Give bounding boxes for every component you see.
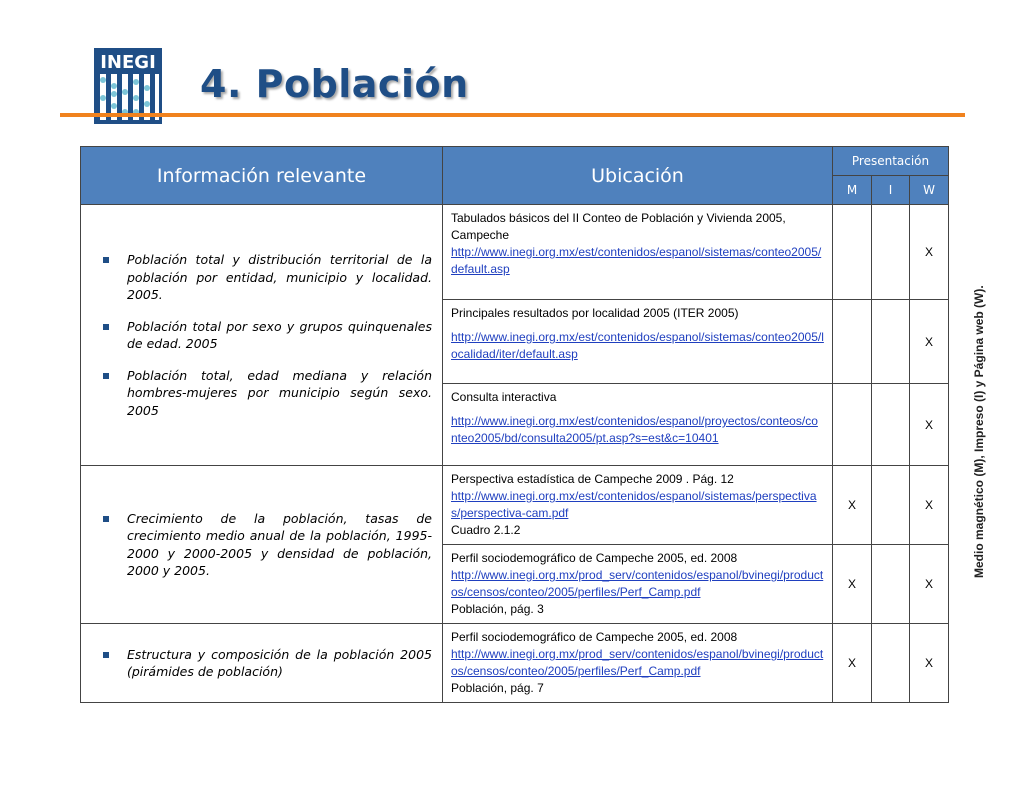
source-link[interactable]: http://www.inegi.org.mx/est/contenidos/espanol/proyectos/conteos/conteo2005/bd/consulta2005/pt.asp?s=est&c=10401 [451, 414, 818, 445]
source-title: Principales resultados por localidad 2005 (ITER 2005) [451, 306, 739, 320]
mark-i [872, 300, 910, 384]
source-link[interactable]: http://www.inegi.org.mx/est/contenidos/espanol/sistemas/conteo2005/default.asp [451, 245, 822, 276]
list-item: Población total, edad mediana y relación hombres-mujeres por municipio según sexo. 2005 [127, 367, 432, 420]
info-cell [81, 466, 443, 624]
location-cell [443, 384, 833, 466]
location-cell [443, 205, 833, 300]
source-note: Población, pág. 3 [451, 602, 544, 616]
list-item: Población total y distribución territorial de la población por entidad, municipio y localidad. 2005. [127, 251, 432, 304]
header-ubicacion: Ubicación [443, 147, 833, 205]
mark-w: X [910, 466, 949, 545]
source-note: Cuadro 2.1.2 [451, 523, 521, 537]
table-row [81, 466, 949, 545]
title-underline [60, 113, 965, 117]
mark-m [833, 300, 872, 384]
bullet-icon [103, 373, 109, 379]
bullet-icon [103, 652, 109, 658]
info-cell [81, 205, 443, 466]
list-item: Crecimiento de la población, tasas de crecimiento medio anual de la población, 1995-2000 y 2000-2005 y densidad de población, 2000 y 2005. [127, 510, 432, 580]
mark-w: X [910, 384, 949, 466]
source-link[interactable]: http://www.inegi.org.mx/prod_serv/contenidos/espanol/bvinegi/productos/censos/conteo/2005/perfiles/Perf_Camp.pdf [451, 568, 824, 599]
mark-w: X [910, 300, 949, 384]
source-link[interactable]: http://www.inegi.org.mx/est/contenidos/espanol/sistemas/perspectivas/perspectiva-cam.pdf [451, 489, 817, 520]
location-cell [443, 466, 833, 545]
header-i: I [872, 176, 910, 205]
mark-w: X [910, 205, 949, 300]
mark-w: X [910, 624, 949, 703]
mark-i [872, 205, 910, 300]
mark-m: X [833, 624, 872, 703]
header-info: Información relevante [81, 147, 443, 205]
svg-text:INEGI: INEGI [100, 52, 156, 73]
source-note: Población, pág. 7 [451, 681, 544, 695]
list-item: Población total por sexo y grupos quinquenales de edad. 2005 [127, 318, 432, 353]
information-table [80, 146, 949, 703]
location-cell [443, 624, 833, 703]
bullet-icon [103, 324, 109, 330]
source-link[interactable]: http://www.inegi.org.mx/est/contenidos/espanol/sistemas/conteo2005/localidad/iter/default.asp [451, 330, 824, 361]
source-title: Consulta interactiva [451, 390, 557, 404]
mark-m [833, 384, 872, 466]
header-presentacion: Presentación [833, 147, 949, 176]
source-title: Perfil sociodemográfico de Campeche 2005, ed. 2008 [451, 630, 738, 644]
bullet-icon [103, 257, 109, 263]
source-link[interactable]: http://www.inegi.org.mx/prod_serv/contenidos/espanol/bvinegi/productos/censos/conteo/2005/perfiles/Perf_Camp.pdf [451, 647, 824, 678]
list-item: Estructura y composición de la población 2005 (pirámides de población) [127, 646, 432, 681]
mark-i [872, 384, 910, 466]
info-cell [81, 624, 443, 703]
mark-w: X [910, 545, 949, 624]
header-m: M [833, 176, 872, 205]
mark-m: X [833, 545, 872, 624]
header-w: W [910, 176, 949, 205]
legend-note: Medio magnético (M), Impreso (I) y Página web (W). [972, 285, 986, 578]
location-cell [443, 300, 833, 384]
source-title: Perspectiva estadística de Campeche 2009 . Pág. 12 [451, 472, 734, 486]
mark-i [872, 466, 910, 545]
page-title: 4. Población [200, 62, 469, 106]
location-cell [443, 545, 833, 624]
mark-m: X [833, 466, 872, 545]
mark-i [872, 545, 910, 624]
source-title: Tabulados básicos del II Conteo de Población y Vivienda 2005, Campeche [451, 211, 786, 242]
mark-i [872, 624, 910, 703]
source-title: Perfil sociodemográfico de Campeche 2005, ed. 2008 [451, 551, 738, 565]
table-row [81, 624, 949, 703]
bullet-icon [103, 516, 109, 522]
mark-m [833, 205, 872, 300]
table-row [81, 205, 949, 300]
